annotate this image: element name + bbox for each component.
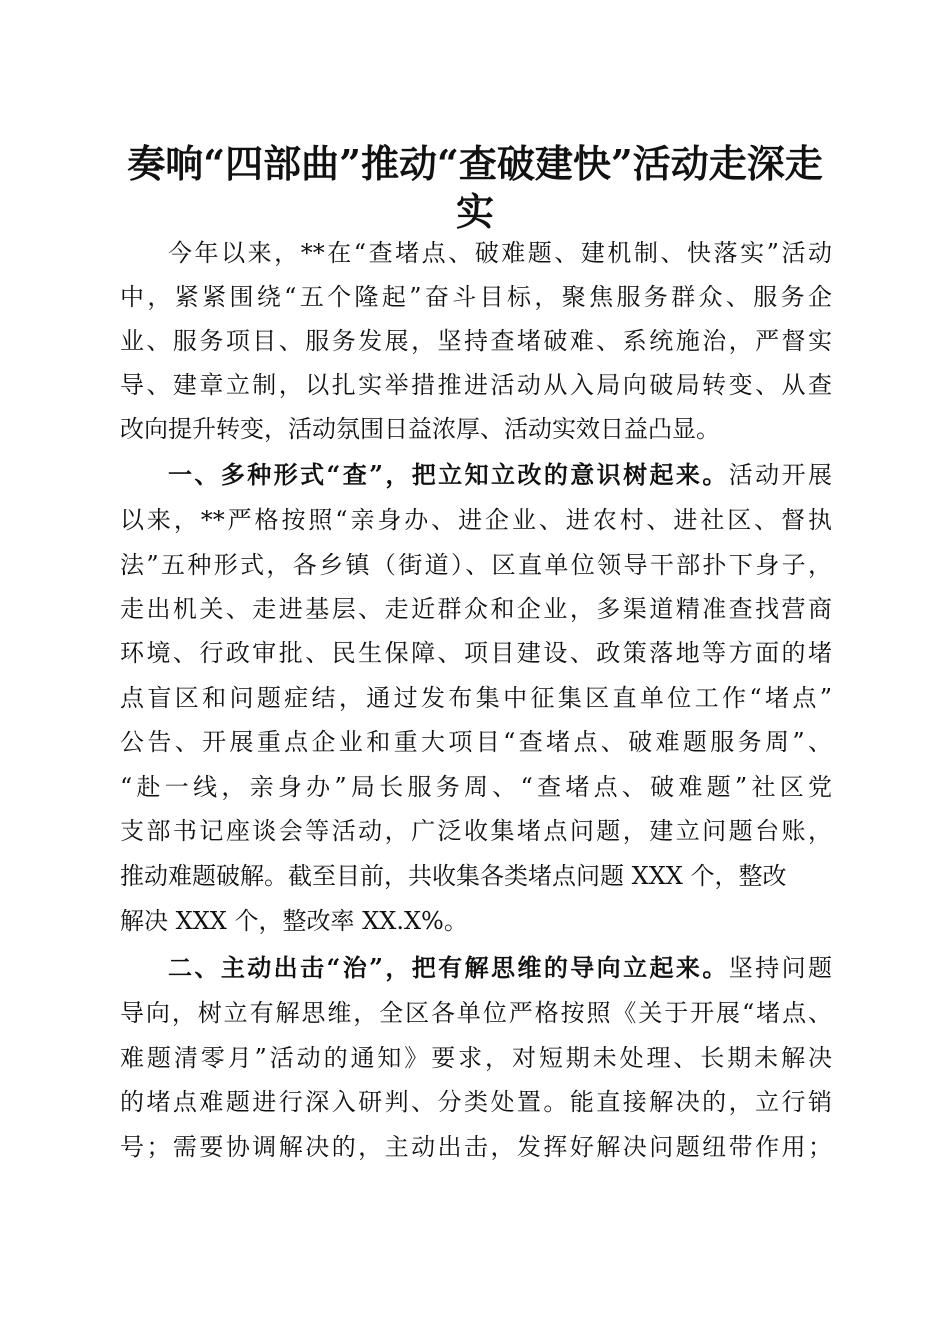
document-title-line-2: 实 [455,189,494,234]
document-title-line-1: 奏响“四部曲”推动“查破建快”活动走深走 [127,141,823,186]
section-2-line: 导向，树立有解思维，全区各单位严格按照《关于开展“堵点、 [120,999,832,1027]
intro-line: 改向提升转变，活动氛围日益浓厚、活动实效日益凸显。 [120,415,720,443]
section-1-first-line [168,460,832,490]
section-1-heading: 一、多种形式“查”，把立知立改的意识树起来。 [168,460,729,489]
section-1-line: 推动难题破解。截至目前，共收集各类堵点问题 XXX 个，整改 [120,862,787,890]
section-1-line: 点盲区和问题症结，通过发布集中征集区直单位工作“堵点” [120,684,832,712]
intro-line: 中，紧紧围绕“五个隆起”奋斗目标，聚焦服务群众、服务企 [120,283,832,311]
section-2-line: 号；需要协调解决的，主动出击，发挥好解决问题纽带作用； [120,1133,832,1161]
section-2-first-line [168,953,832,983]
section-1-line: 以来，**严格按照“亲身办、进企业、进农村、进社区、督执 [120,506,832,534]
section-2-heading: 二、主动出击“治”，把有解思维的导向立起来。 [168,953,729,982]
intro-line: 导、建章立制，以扎实举措推进活动从入局向破局转变、从查 [120,371,832,399]
section-1-line: 法”五种形式，各乡镇（街道）、区直单位领导干部扑下身子， [120,551,832,579]
intro-line: 今年以来，**在“查堵点、破难题、建机制、快落实”活动 [168,239,832,267]
section-1-line: 解决 XXX 个，整改率 XX.X%。 [120,907,468,935]
section-2-line: 难题清零月”活动的通知》要求，对短期未处理、长期未解决 [120,1044,832,1072]
section-1-line: 走出机关、走进基层、走近群众和企业，多渠道精准查找营商 [120,595,832,623]
section-1-line: “赴一线，亲身办”局长服务周、“查堵点、破难题”社区党 [120,773,832,801]
section-1-line: 环境、行政审批、民生保障、项目建设、政策落地等方面的堵 [120,639,832,667]
section-1-text: 活动开展 [728,461,833,489]
intro-line: 业、服务项目、服务发展，坚持查堵破难、系统施治，严督实 [120,327,832,355]
section-2-text: 坚持问题 [728,954,833,982]
section-1-line: 支部书记座谈会等活动，广泛收集堵点问题，建立问题台账， [120,817,832,845]
section-2-line: 的堵点难题进行深入研判、分类处置。能直接解决的，立行销 [120,1088,832,1116]
section-1-line: 公告、开展重点企业和重大项目“查堵点、破难题服务周”、 [120,728,832,756]
